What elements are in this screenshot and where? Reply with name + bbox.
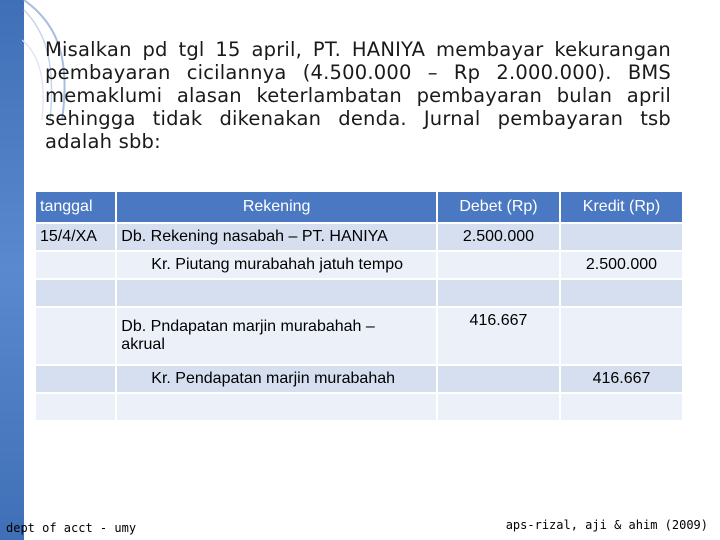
journal-table [34,190,684,422]
table-row [36,394,682,420]
header-kredit: Kredit (Rp) [561,192,682,222]
cell-kredit [561,280,682,306]
cell-rekening: Db. Pndapatan marjin murabahah – akrual [117,308,436,364]
footer-credits: aps-rizal, aji & ahim (2009) [505,518,708,532]
sidebar-band [0,0,24,540]
intro-paragraph: Misalkan pd tgl 15 april, PT. HANIYA membayar kekurangan pembayaran cicilannya (4.500.000 – Rp 2.000.000). BMS memaklumi alasan keterlambatan pembayaran bulan april sehingga tidak dikenakan denda. Jurnal pembayaran tsb adalah sbb: [45,38,671,153]
cell-rekening: Kr. Piutang murabahah jatuh tempo [117,252,436,278]
cell-tanggal [36,366,115,392]
cell-debet: 2.500.000 [438,224,559,250]
table-row [36,308,682,364]
header-tanggal: tanggal [36,192,115,222]
cell-kredit [561,308,682,364]
table-row [36,252,682,278]
cell-rekening [117,280,436,306]
header-debet: Debet (Rp) [438,192,559,222]
header-rekening: Rekening [117,192,436,222]
cell-tanggal [36,394,115,420]
cell-debet [438,280,559,306]
cell-rekening [117,394,436,420]
cell-debet: 416.667 [438,308,559,364]
cell-kredit [561,394,682,420]
cell-kredit: 2.500.000 [561,252,682,278]
table-header-row [36,192,682,222]
cell-debet [438,366,559,392]
table-row [36,280,682,306]
table-row [36,366,682,392]
cell-tanggal [36,252,115,278]
cell-tanggal [36,308,115,364]
cell-kredit: 416.667 [561,366,682,392]
cell-debet [438,252,559,278]
cell-rekening: Db. Rekening nasabah – PT. HANIYA [117,224,436,250]
cell-kredit [561,224,682,250]
table-row [36,224,682,250]
cell-debet [438,394,559,420]
footer-department: dept of acct - umy [6,521,137,535]
cell-tanggal [36,280,115,306]
cell-tanggal: 15/4/XA [36,224,115,250]
cell-rekening: Kr. Pendapatan marjin murabahah [117,366,436,392]
